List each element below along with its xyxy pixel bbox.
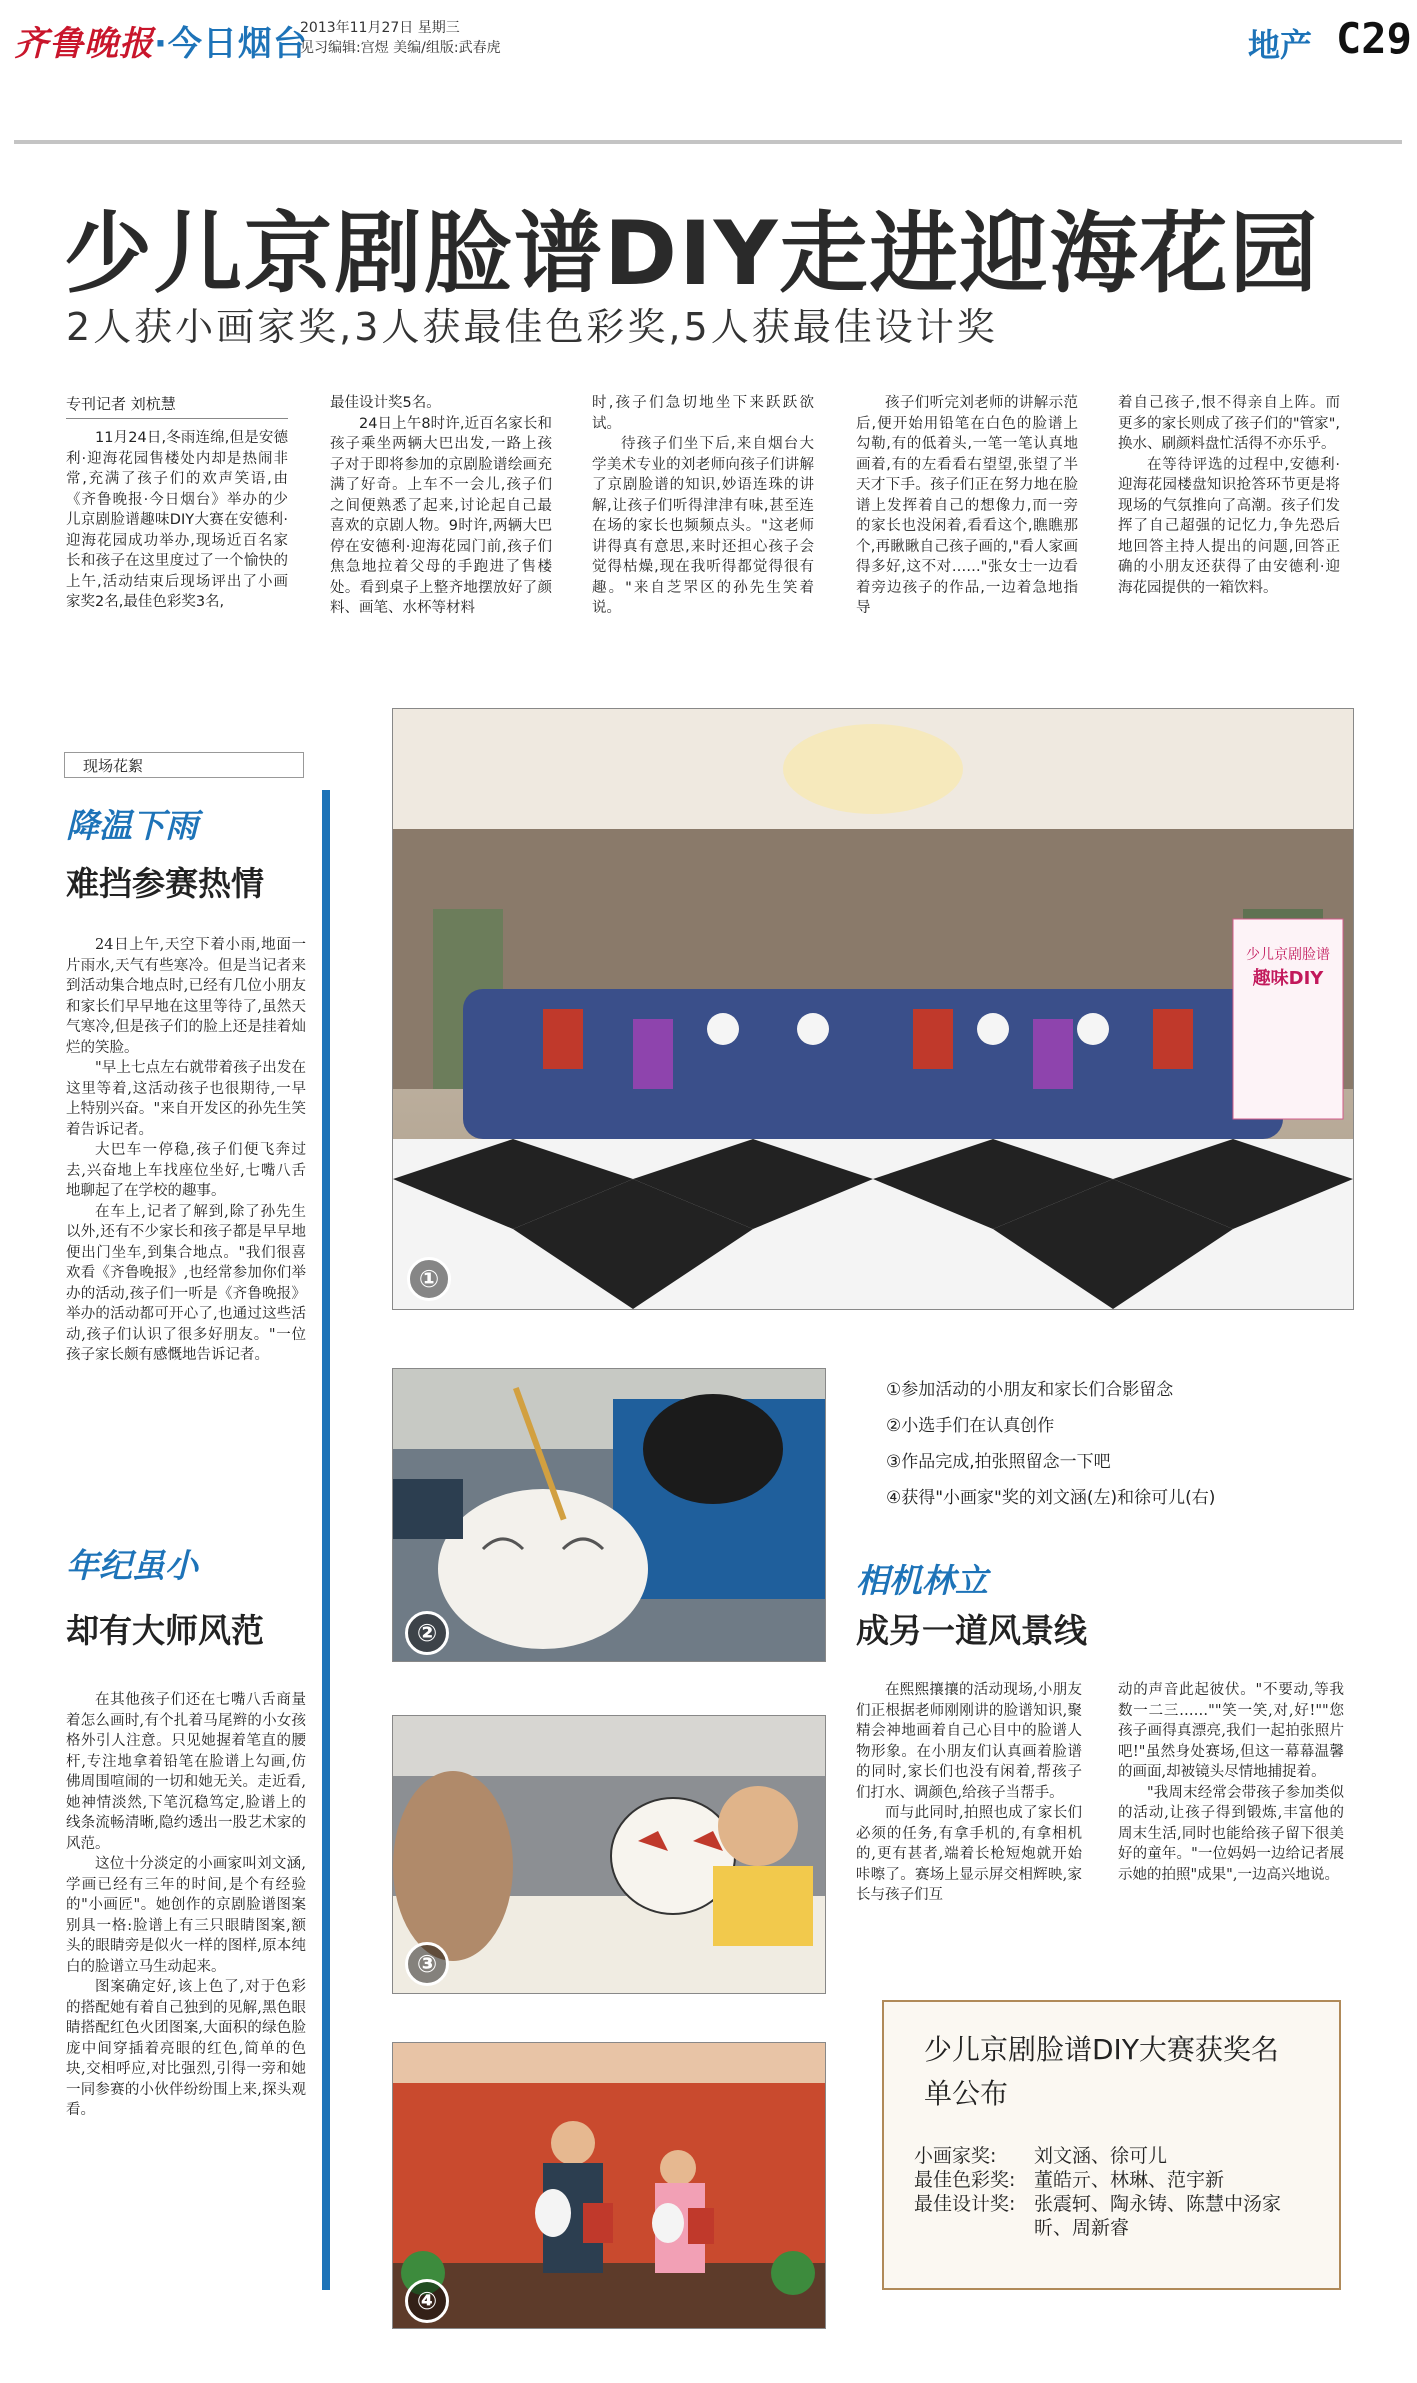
sidebar-paragraph: 在车上,记者了解到,除了孙先生以外,还有不少家长和孩子都是早早地便出门坐车,到集合地点。"我们很喜欢看《齐鲁晚报》,也经常参加你们举办的活动,孩子们一听是《齐鲁晚报》举办的活动都可开心了,也通过这些活动,孩子们认识了很多好朋友。"一位孩子家长颇有感慨地告诉记者。 bbox=[66, 1203, 306, 1363]
photo-group-image bbox=[393, 709, 1353, 1309]
article-col-3 bbox=[592, 393, 814, 619]
article-paragraph: 11月24日,冬雨连绵,但是安德利·迎海花园售楼处内却是热闹非常,充满了孩子们的欢声笑语,由《齐鲁晚报·今日烟台》举办的少儿京剧脸谱趣味DIY大赛在安德利·迎海花园成功举办,现场近百名家长和孩子在这里度过了一个愉快的上午,活动结束后现场评出了小画家奖2名,最佳色彩奖3名, bbox=[66, 430, 288, 610]
award-box bbox=[882, 2000, 1341, 2290]
article-col-4 bbox=[856, 393, 1078, 619]
issue-date: 2013年11月27日 星期三 bbox=[300, 20, 460, 36]
article-paragraph: 在等待评选的过程中,安德利·迎海花园楼盘知识抢答环节更是将现场的气氛推向了高潮。孩子们发挥了自己超强的记忆力,争先恐后地回答主持人提出的问题,回答正确的小朋友还获得了由安德利·迎海花园提供的一箱饮料。 bbox=[1118, 456, 1340, 596]
sidebar-tab: 现场花絮 bbox=[64, 752, 304, 778]
award-row bbox=[914, 2168, 1284, 2192]
caption-2: ②小选手们在认真创作 bbox=[886, 1416, 1055, 1436]
sidebar-kicker-2: 年纪虽小 bbox=[66, 1546, 198, 1585]
article-paragraph: 时,孩子们急切地坐下来跃跃欲试。 bbox=[592, 395, 814, 432]
right-col-2 bbox=[1118, 1680, 1344, 1885]
right-paragraph: 在熙熙攘攘的活动现场,小朋友们正根据老师刚刚讲的脸谱知识,聚精会神地画着自己心目中的脸谱人物形象。在小朋友们认真画着脸谱的同时,家长们也没有闲着,帮孩子们打水、调颜色,给孩子当帮手。 bbox=[856, 1682, 1082, 1801]
issue-editors: 见习编辑:宫煜 美编/组版:武春虎 bbox=[300, 40, 501, 56]
caption-4: ④获得"小画家"奖的刘文涵(左)和徐可儿(右) bbox=[886, 1488, 1216, 1508]
photo-captions bbox=[886, 1372, 1215, 1516]
right-kicker: 相机林立 bbox=[856, 1561, 988, 1600]
sidebar-paragraph: 这位十分淡定的小画家叫刘文涵,学画已经有三年的时间,是个有经验的"小画匠"。她创作的京剧脸谱图案别具一格:脸谱上有三只眼睛图案,额头的眼睛旁是似火一样的图样,原本纯白的脸谱立马生动起来。 bbox=[66, 1856, 306, 1975]
caption-3: ③作品完成,拍张照留念一下吧 bbox=[886, 1452, 1111, 1472]
right-paragraph: 动的声音此起彼伏。"不要动,等我数一二三……""笑一笑,对,好!""您孩子画得真漂亮,我们一起拍张照片吧!"虽然身处赛场,但这一幕幕温馨的画面,却被镜头尽情地捕捉着。 bbox=[1118, 1682, 1344, 1780]
article-col-1 bbox=[66, 428, 288, 613]
award-names: 张震轲、陶永铸、陈慧中汤家昕、周新睿 bbox=[1034, 2193, 1282, 2239]
sidebar-paragraph: 图案确定好,该上色了,对于色彩的搭配她有着自己独到的见解,黑色眼睛搭配红色火团图案,大面积的绿色脸庞中间穿插着亮眼的红色,简单的色块,交相呼应,对比强烈,引得一旁和她一同参赛的小伙伴纷纷围上来,探头观看。 bbox=[66, 1979, 306, 2118]
award-names: 刘文涵、徐可儿 bbox=[1034, 2145, 1168, 2167]
sidebar-paragraph: "早上七点左右就带着孩子出发在这里等着,这活动孩子也很期待,一早上特别兴奋。"来自开发区的孙先生笑着告诉记者。 bbox=[66, 1060, 306, 1138]
photo-painting bbox=[392, 1368, 826, 1662]
photo-number-1: ① bbox=[407, 1257, 451, 1301]
sidebar-section-1 bbox=[66, 935, 306, 1366]
page-number: C29 bbox=[1336, 14, 1412, 63]
sidebar-title-2: 却有大师风范 bbox=[66, 1611, 264, 1650]
section-name: 地产 bbox=[1248, 26, 1313, 64]
right-paragraph: 而与此同时,拍照也成了家长们必须的任务,有拿手机的,有拿相机的,更有甚者,端着长枪短炮就开始咔嚓了。赛场上显示屏交相辉映,家长与孩子们互 bbox=[856, 1805, 1082, 1903]
award-names: 董皓亓、林琳、范宇新 bbox=[1034, 2169, 1225, 2191]
sidebar-paragraph: 24日上午,天空下着小雨,地面一片雨水,天气有些寒冷。但是当记者来到活动集合地点时,已经有几位小朋友和家长们早早地在这里等待了,虽然天气寒冷,但是孩子们的脸上还是挂着灿烂的笑脸。 bbox=[66, 937, 306, 1056]
photo-winners bbox=[392, 2042, 826, 2329]
header-rule bbox=[14, 140, 1402, 144]
article-paragraph: 24日上午8时许,近百名家长和孩子乘坐两辆大巴出发,一路上孩子对于即将参加的京剧脸谱绘画充满了好奇。上车不一会儿,孩子们之间便熟悉了起来,讨论起自己最喜欢的京剧人物。9时许,两辆大巴停在安德利·迎海花园门前,孩子们焦急地拉着父母的手跑进了售楼处。看到桌子上整齐地摆放好了颜料、画笔、水杯等材料 bbox=[330, 415, 552, 616]
photo-group bbox=[392, 708, 1354, 1310]
article-col-5 bbox=[1118, 393, 1340, 598]
article-paragraph: 最佳设计奖5名。 bbox=[330, 395, 441, 411]
right-col-1 bbox=[856, 1680, 1082, 1906]
award-row bbox=[914, 2192, 1284, 2240]
byline: 专刊记者 刘杭慧 bbox=[66, 393, 288, 419]
sidebar-section-2 bbox=[66, 1690, 306, 2121]
photo-painting-image bbox=[393, 1369, 825, 1661]
subhead: 2人获小画家奖,3人获最佳色彩奖,5人获最佳设计奖 bbox=[66, 305, 998, 349]
sidebar-paragraph: 在其他孩子们还在七嘴八舌商量着怎么画时,有个扎着马尾辫的小女孩格外引人注意。只见她握着笔直的腰杆,专注地拿着铅笔在脸谱上勾画,仿佛周围喧闹的一切和她无关。走近看,她神情淡然,下笔沉稳笃定,脸谱上的线条流畅清晰,隐约透出一股艺术家的风范。 bbox=[66, 1692, 306, 1852]
photo-finished-image bbox=[393, 1716, 825, 1993]
banner-text: 少儿京剧脸谱 bbox=[1246, 947, 1330, 963]
award-label: 最佳设计奖: bbox=[914, 2193, 1016, 2215]
award-label: 最佳色彩奖: bbox=[914, 2169, 1016, 2191]
article-paragraph: 孩子们听完刘老师的讲解示范后,便开始用铅笔在白色的脸谱上勾勒,有的低着头,一笔一笔认真地画着,有的左看看右望望,张望了半天才下手。孩子们正在努力地在脸谱上发挥着自己的想像力,而一旁的家长也没闲着,看看这个,瞧瞧那个,再瞅瞅自己孩子画的,"看人家画得多好,这不对……"张女士一边看着旁边孩子的作品,一边着急地指导 bbox=[856, 395, 1078, 616]
sidebar-paragraph: 大巴车一停稳,孩子们便飞奔过去,兴奋地上车找座位坐好,七嘴八舌地聊起了在学校的趣事。 bbox=[66, 1142, 306, 1199]
masthead-paper: 齐鲁晚报 bbox=[14, 24, 154, 64]
sidebar-title-1: 难挡参赛热情 bbox=[66, 864, 264, 903]
sidebar-kicker-1: 降温下雨 bbox=[66, 806, 198, 845]
article-paragraph: 着自己孩子,恨不得亲自上阵。而更多的家长则成了孩子们的"管家",换水、刷颜料盘忙活得不亦乐乎。 bbox=[1118, 395, 1340, 452]
award-label: 小画家奖: bbox=[914, 2145, 997, 2167]
sidebar-accent-bar bbox=[322, 790, 330, 2290]
award-list bbox=[914, 2144, 1284, 2240]
photo-winners-image bbox=[393, 2043, 825, 2328]
article-paragraph: 待孩子们坐下后,来自烟台大学美术专业的刘老师向孩子们讲解了京剧脸谱的知识,妙语连珠的讲解,让孩子们听得津津有味,甚至连在场的家长也频频点头。"这老师讲得真有意思,来时还担心孩子会觉得枯燥,现在我听得都觉得很有趣。"来自芝罘区的孙先生笑着说。 bbox=[592, 436, 814, 616]
masthead bbox=[14, 16, 308, 65]
article-col-2 bbox=[330, 393, 552, 619]
headline: 少儿京剧脸谱DIY走进迎海花园 bbox=[64, 202, 1320, 305]
right-title: 成另一道风景线 bbox=[856, 1611, 1087, 1650]
photo-number-4: ④ bbox=[405, 2279, 449, 2323]
issue-meta bbox=[300, 18, 501, 58]
photo-number-3: ③ bbox=[405, 1942, 449, 1986]
photo-number-2: ② bbox=[405, 1611, 449, 1655]
banner-text-2: 趣味DIY bbox=[1252, 968, 1324, 989]
photo-finished bbox=[392, 1715, 826, 1994]
masthead-edition: ·今日烟台 bbox=[154, 24, 308, 64]
right-paragraph: "我周末经常会带孩子参加类似的活动,让孩子得到锻炼,丰富他的周末生活,同时也能给孩子留下很美好的童年。"一位妈妈一边给记者展示她的拍照"成果",一边高兴地说。 bbox=[1118, 1784, 1344, 1883]
award-title: 少儿京剧脸谱DIY大赛获奖名单公布 bbox=[924, 2033, 1279, 2110]
award-row bbox=[914, 2144, 1284, 2168]
caption-1: ①参加活动的小朋友和家长们合影留念 bbox=[886, 1380, 1174, 1400]
